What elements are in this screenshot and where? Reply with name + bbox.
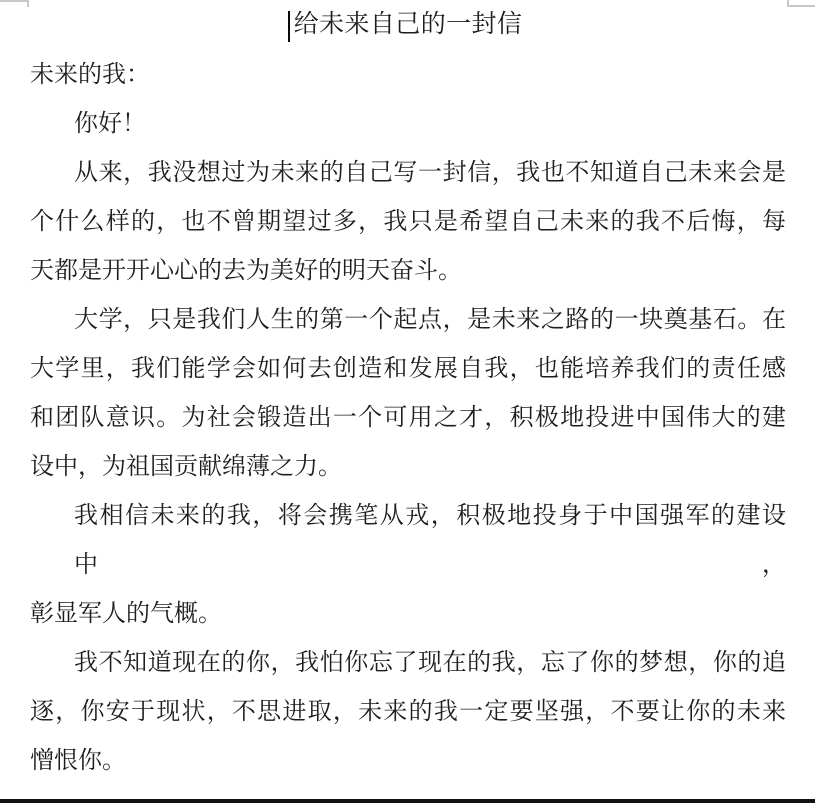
text-line[interactable]: 和团队意识。为社会锻造出一个可用之才，积极地投进中国伟大的建 [30, 405, 786, 431]
text-boundary-mark-top-right [787, 5, 815, 7]
text-line[interactable]: 个什么样的，也不曾期望过多，我只是希望自己未来的我不后悔，每 [30, 209, 786, 235]
text-line[interactable]: 天都是开开心心的去为美好的明天奋斗。 [30, 258, 462, 284]
document-title[interactable]: 给未来自己的一封信 [293, 11, 523, 38]
page-bottom-border [0, 799, 815, 803]
text-line[interactable]: 未来的我： [30, 62, 150, 88]
text-line[interactable]: 彰显军人的气概。 [30, 601, 222, 627]
text-boundary-mark-top-left [0, 0, 29, 2]
text-line[interactable]: 大学里，我们能学会如何去创造和发展自我，也能培养我们的责任感 [30, 356, 786, 382]
text-line[interactable]: 逐，你安于现状，不思进取，未来的我一定要坚强，不要让你的未来 [30, 699, 786, 725]
text-line[interactable]: 从来，我没想过为未来的自己写一封信，我也不知道自己未来会是 [74, 160, 786, 186]
text-line[interactable]: 你好！ [74, 111, 146, 137]
text-boundary-mark-top-left [27, 0, 29, 7]
text-line[interactable]: 我不知道现在的你，我怕你忘了现在的我，忘了你的梦想，你的追 [74, 650, 786, 676]
text-cursor [288, 11, 290, 42]
text-line[interactable]: 设中，为祖国贡献绵薄之力。 [30, 454, 342, 480]
document-body[interactable] [30, 51, 786, 786]
text-line[interactable]: 我相信未来的我，将会携笔从戎，积极地投身于中国强军的建设中， [74, 503, 786, 578]
text-line[interactable]: 憎恨你。 [30, 748, 126, 774]
text-line[interactable]: 大学，只是我们人生的第一个起点，是未来之路的一块奠基石。在 [74, 307, 786, 333]
